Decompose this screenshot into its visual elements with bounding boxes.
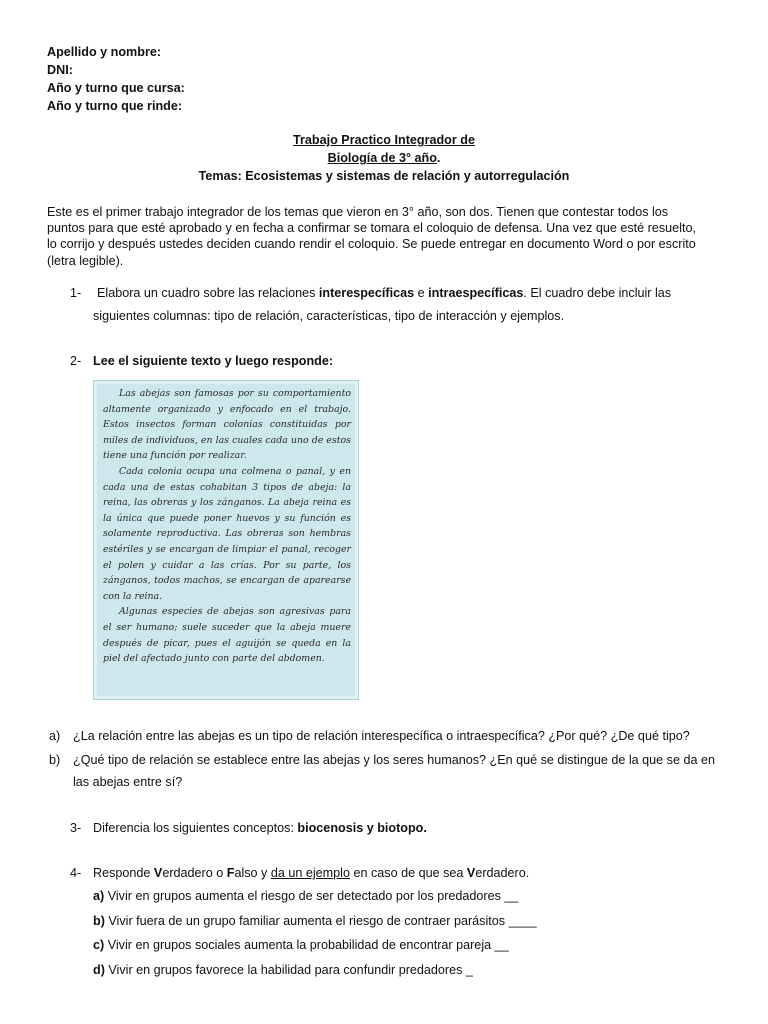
question-3-text (93, 821, 427, 835)
q4-letter-v: V (466, 866, 476, 880)
q2b-label: b) (49, 753, 61, 767)
q4-item-text: Vivir en grupos aumenta el riesgo de ser detectado por los predadores __ (104, 889, 519, 903)
question-2-number: 2- (70, 354, 82, 368)
q4-item-text: Vivir en grupos favorece la habilidad para confundir predadores _ (104, 963, 473, 977)
q4-text-part: erdadero. (475, 866, 530, 880)
q4-item-label: c) (93, 938, 105, 952)
q1-text-pre: Elabora un cuadro sobre las relaciones (97, 286, 319, 300)
dni-field-label: DNI: (47, 63, 73, 77)
q3-text-pre: Diferencia los siguientes conceptos: (93, 821, 298, 835)
reading-paragraph: Algunas especies de abejas son agresivas para el ser humano; suele suceder que la abeja muere después de picar, pues el aguijón se queda en la piel del afectado junto con parte del abdomen. (103, 606, 351, 665)
q1-term-intraspecific: intraespecíficas (428, 286, 524, 300)
q3-concepts: biocenosis y biotopo. (297, 821, 427, 835)
reading-paragraph: Las abejas son famosas por su comportamiento altamente organizado y enfocado en el trabajo. Estos insectos forman colonias constituidas por miles de individuos, en las cuales cada uno de estos tiene una función por realizar. (103, 388, 351, 462)
question-2-text: Lee el siguiente texto y luego responde: (93, 354, 334, 368)
q4-item (93, 938, 509, 952)
intro-line: (letra legible). (47, 253, 124, 268)
q1-text-post: . El cuadro debe incluir las (523, 286, 672, 300)
q1-text-mid: e (414, 286, 429, 300)
intro-line: Este es el primer trabajo integrador de los temas que vieron en 3° año, son dos. Tienen que contestar todos los (47, 205, 669, 219)
q4-letter-f: F (226, 866, 235, 880)
q4-item-text: Vivir en grupos sociales aumenta la probabilidad de encontrar pareja __ (104, 938, 509, 952)
reading-paragraph: Cada colonia ocupa una colmena o panal, y en cada una de estas cohabitan 3 tipos de abeja: la reina, las obreras y los zánganos. La abeja reina es la única que puede poner huevos y su función es solamente reproductiva. Las obreras son hembras estériles y se encargan de limpiar el panal, recoger el polen y cuidar a las crías. Por su parte, los zánganos, todos machos, se encargan de aparearse con la reina. (103, 465, 351, 602)
document-subtitle (0, 151, 768, 165)
question-3-number: 3- (70, 821, 82, 835)
q2b-text-line-2: las abejas entre sí? (73, 775, 183, 789)
question-1-number: 1- (70, 286, 82, 300)
q2a-text: ¿La relación entre las abejas es un tipo de relación interespecífica o intraespecífica? ¿Por qué? ¿De qué tipo? (73, 729, 690, 743)
q4-item-text: Vivir fuera de un grupo familiar aumenta el riesgo de contraer parásitos ____ (104, 914, 537, 928)
q4-item (93, 914, 537, 928)
q4-text-part: Responde (93, 866, 154, 880)
name-field-label: Apellido y nombre: (47, 45, 162, 59)
subject-period: . (436, 151, 441, 165)
question-1-text (97, 286, 671, 300)
intro-line: puntos para que esté aprobado y en fecha a confirmar se tomara el coloquio de defensa. Una vez que esté resuelto, (47, 221, 696, 236)
q4-text-part: also y (234, 866, 271, 880)
question-4-text (93, 866, 529, 880)
reading-passage-text (103, 386, 351, 667)
question-4-number: 4- (70, 866, 82, 880)
intro-line: lo corrijo y después ustedes deciden cuando rendir el coloquio. Se puede entregar en documento Word o por escrito (47, 237, 696, 252)
q4-item (93, 963, 473, 977)
subject-name: Biología de 3° año (327, 151, 437, 165)
topics-line: Temas: Ecosistemas y sistemas de relación y autorregulación (198, 169, 570, 183)
q4-item-label: d) (93, 963, 105, 977)
q4-text-part: erdadero o (162, 866, 227, 880)
q1-term-interspecific: interespecíficas (318, 286, 415, 300)
q2a-label: a) (49, 729, 61, 743)
q4-letter-v: V (153, 866, 163, 880)
q4-item (93, 889, 518, 903)
q4-text-part: en caso de que sea (349, 866, 467, 880)
exam-year-field-label: Año y turno que rinde: (47, 99, 183, 113)
course-year-field-label: Año y turno que cursa: (47, 81, 185, 95)
intro-paragraph (47, 204, 696, 269)
q4-give-example: da un ejemplo (270, 866, 350, 880)
q2b-text: ¿Qué tipo de relación se establece entre las abejas y los seres humanos? ¿En qué se distingue de la que se da en (73, 753, 715, 767)
q4-item-label: b) (93, 914, 105, 928)
question-1-line-2: siguientes columnas: tipo de relación, características, tipo de interacción y ejemplos. (93, 309, 565, 323)
document-title: Trabajo Practico Integrador de (293, 133, 475, 147)
q4-item-label: a) (93, 889, 105, 903)
